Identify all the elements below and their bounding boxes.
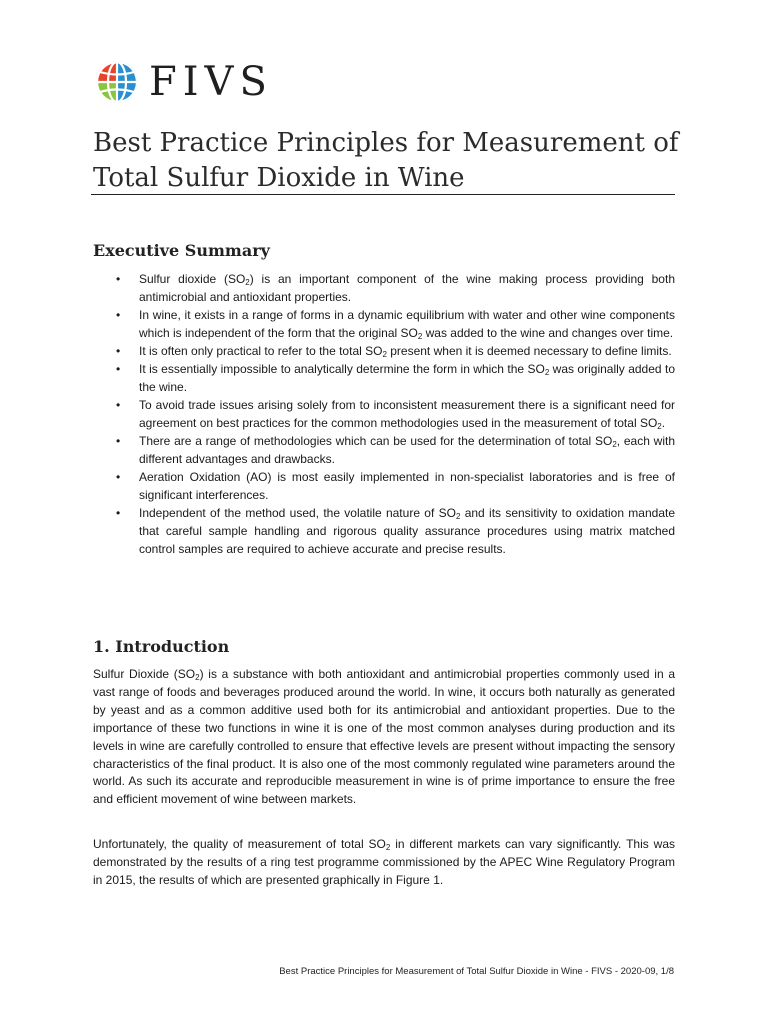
subscript: 2 xyxy=(382,350,387,359)
bullet-item xyxy=(93,504,675,558)
text-run: Sulfur dioxide (SO xyxy=(139,272,246,286)
title-divider xyxy=(91,194,675,195)
logo-text: FIVS xyxy=(149,59,273,105)
text-run: Unfortunately, the quality of measurement of total SO xyxy=(93,837,386,851)
text-run: It is often only practical to refer to the total SO xyxy=(139,344,383,358)
bullet-item xyxy=(93,432,675,468)
text-run: Aeration Oxidation (AO) is most easily implemented in non-specialist laboratories and is free of significant interferences. xyxy=(139,470,675,502)
text-run: was added to the wine and changes over time. xyxy=(422,326,674,340)
executive-summary-list xyxy=(93,270,675,558)
text-run: ) is an important component of the wine making process providing both antimicrobial and antioxidant properties. xyxy=(139,272,675,304)
subscript: 2 xyxy=(544,368,550,377)
bullet-item xyxy=(93,270,675,306)
text-run: in different markets can vary significantly. This was demonstrated by the results of a ring test programme commissioned by the APEC Wine Regulatory Program in 2015, the results of which are presented graphically in Figure 1. xyxy=(93,837,675,887)
subscript: 2 xyxy=(612,440,617,449)
text-run: and its sensitivity to oxidation mandate that careful sample handling and rigorous quality assurance procedures using matrix matched control samples are required to achieve accurate and precise results. xyxy=(139,506,676,556)
executive-summary-heading: Executive Summary xyxy=(93,241,270,260)
text-run: . xyxy=(661,416,666,430)
bullet-item xyxy=(93,342,675,360)
subscript: 2 xyxy=(417,332,423,341)
bullet-item xyxy=(93,306,675,342)
subscript: 2 xyxy=(195,673,200,682)
text-run: In wine, it exists in a range of forms in a dynamic equilibrium with water and other wine components which is independent of the form that the original SO xyxy=(139,308,675,340)
text-run: ) is a substance with both antioxidant and antimicrobial properties commonly used in a vast range of foods and beverages produced around the world. In wine, it occurs both naturally as generated by yeast and as a common additive used both for its antimicrobial and antioxidant properties. Due to the importance of these two functions in wine it is one of the most common analyses during production and its levels in wine are carefully controlled to ensure that effective levels are present without impacting the sensory characteristics of the final product. It is also one of the most commonly regulated wine parameters around the world. As such its accurate and reproducible measurement in wine is of prime importance to ensure the free and efficient movement of wine between markets. xyxy=(93,667,676,807)
subscript: 2 xyxy=(455,512,461,521)
bullet-item xyxy=(93,468,675,504)
subscript: 2 xyxy=(385,843,391,852)
text-run: Independent of the method used, the volatile nature of SO xyxy=(139,506,456,520)
text-run: There are a range of methodologies which can be used for the determination of total SO xyxy=(139,434,613,448)
globe-icon xyxy=(93,58,141,106)
document-title: Best Practice Principles for Measurement of Total Sulfur Dioxide in Wine xyxy=(93,128,679,193)
bullet-item xyxy=(93,360,675,396)
subscript: 2 xyxy=(657,422,662,431)
text-run: present when it is deemed necessary to define limits. xyxy=(386,344,672,358)
text-run: , each with different advantages and drawbacks. xyxy=(139,434,675,466)
introduction-paragraph xyxy=(93,666,675,809)
bullet-item xyxy=(93,396,675,432)
introduction-paragraph xyxy=(93,836,675,890)
text-run: Sulfur Dioxide (SO xyxy=(93,667,196,681)
text-run: It is essentially impossible to analytically determine the form in which the SO xyxy=(139,362,545,376)
logo xyxy=(93,58,273,106)
subscript: 2 xyxy=(245,278,250,287)
text-run: To avoid trade issues arising solely from to inconsistent measurement there is a significant need for agreement on best practices for the common methodologies used in the measurement of total SO xyxy=(139,398,675,430)
page-footer: Best Practice Principles for Measurement of Total Sulfur Dioxide in Wine - FIVS - 2020-09, 1/8 xyxy=(279,966,674,977)
text-run: was originally added to the wine. xyxy=(139,362,675,394)
introduction-heading: 1. Introduction xyxy=(93,637,230,656)
